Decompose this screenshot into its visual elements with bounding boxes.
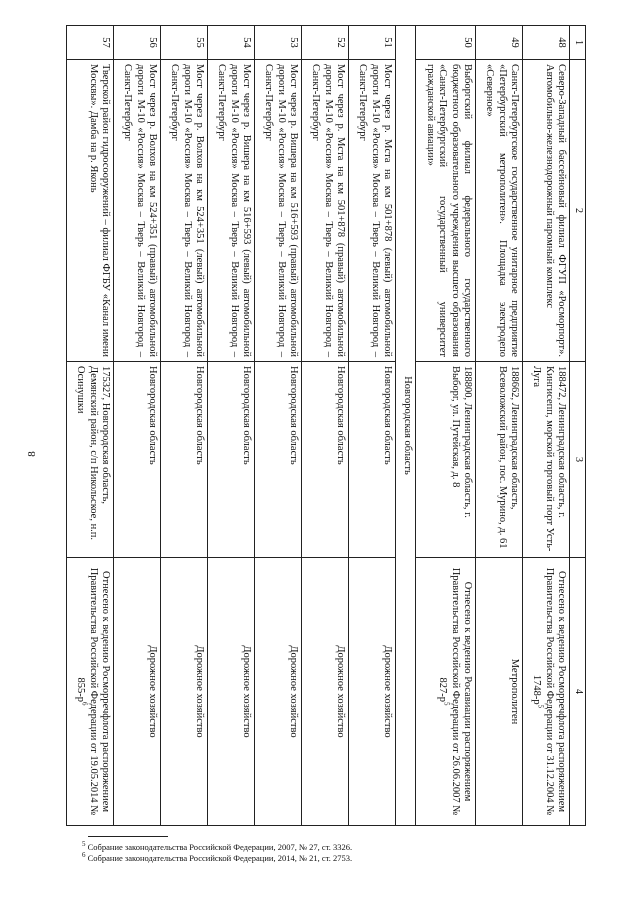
facility-address-cell — [208, 362, 255, 558]
row-number: 56 — [147, 37, 159, 48]
facility-name-cell — [302, 60, 349, 362]
row-number-cell — [67, 26, 114, 60]
footnote-mark: 5 — [82, 840, 86, 849]
facility-name-cell — [208, 60, 255, 362]
facility-address-cell — [415, 362, 476, 558]
facility-note-cell — [208, 558, 255, 826]
footnote-text: Собрание законодательства Российской Федерации, 2007, № 27, ст. 3326. — [87, 842, 353, 852]
facility-note-cell — [476, 558, 523, 826]
col-header-3: 3 — [570, 362, 586, 558]
facility-note: Дорожное хозяйство — [194, 645, 206, 738]
row-number-cell — [208, 26, 255, 60]
row-number: 50 — [462, 37, 474, 48]
facilities-table — [66, 25, 586, 826]
table-row — [208, 26, 255, 826]
facility-address-cell — [161, 362, 208, 558]
facility-name: Мост через р. Мста на км 501+878 (правый) автомобильной дороги М-10 «Россия» Москва – Тверь – Великий Новгород – Санкт-Петербург — [310, 64, 347, 357]
footnote-text: Собрание законодательства Российской Федерации, 2014, № 21, ст. 2753. — [87, 853, 353, 863]
row-number: 49 — [509, 37, 521, 48]
facility-name: Мост через р. Вишера на км 516+593 (правый) автомобильной дороги М-10 «Россия» Москва – Тверь – Великий Новгород – Санкт-Петербург — [263, 64, 300, 357]
facility-address-cell — [302, 362, 349, 558]
facility-address-cell — [476, 362, 523, 558]
row-number: 51 — [382, 37, 394, 48]
facility-note: Отнесено к ведению Росморречфлота распоряжением Правительства Российской Федерации от 19.05.2014 № 855-р — [75, 567, 112, 816]
facility-name: Мост через р. Волхов на км 524+351 (правый) автомобильной дороги М-10 «Россия» Москва – Тверь – Великий Новгород – Санкт-Петербург — [122, 64, 159, 357]
facility-address-cell — [255, 362, 302, 558]
table-row — [114, 26, 161, 826]
table-row — [523, 26, 570, 826]
facility-note: Дорожное хозяйство — [288, 645, 300, 738]
facility-address: 188662, Ленинградская область, Всеволожский район, пос. Мурино, д. 61 — [496, 366, 521, 549]
facility-note: Отнесено к ведению Росавиации распоряжением Правительства Российской Федерации от 26.06.2007 № 827-р — [437, 567, 474, 816]
facility-address-cell — [67, 362, 114, 558]
facility-note: Метрополитен — [509, 658, 521, 725]
facility-note: Дорожное хозяйство — [335, 645, 347, 738]
facility-note: Дорожное хозяйство — [382, 645, 394, 738]
row-number-cell — [349, 26, 396, 60]
region-row — [396, 26, 415, 826]
facility-name-cell — [161, 60, 208, 362]
col-header-1: 1 — [570, 26, 586, 60]
facility-note-cell — [349, 558, 396, 826]
row-number: 55 — [194, 37, 206, 48]
facility-note-cell — [67, 558, 114, 826]
table-region-section — [396, 26, 415, 826]
facility-note-cell — [302, 558, 349, 826]
facility-name-cell — [523, 60, 570, 362]
facility-address: Новгородская область — [241, 366, 253, 465]
facility-address: Новгородская область — [147, 366, 159, 465]
facility-address: Новгородская область — [194, 366, 206, 465]
row-number-cell — [161, 26, 208, 60]
table-row — [255, 26, 302, 826]
row-number: 52 — [335, 37, 347, 48]
facility-address-cell — [114, 362, 161, 558]
col-header-4: 4 — [570, 558, 586, 826]
facility-address: 188472, Ленинградская область, г. Кингисепп, морской торговый порт Усть-Луга — [531, 366, 568, 552]
rotated-table-area — [66, 25, 586, 825]
row-number-cell — [523, 26, 570, 60]
facility-address-cell — [523, 362, 570, 558]
footnote — [82, 842, 602, 853]
region-title: Новгородская область — [396, 26, 415, 826]
table-header-row — [570, 26, 586, 826]
footnote-ref: 6 — [80, 702, 89, 706]
footnote-divider — [88, 836, 168, 837]
facility-note: Дорожное хозяйство — [241, 645, 253, 738]
row-number-cell — [302, 26, 349, 60]
facility-name: Санкт-Петербургское государственное унитарное предприятие «Петербургский метрополитен». Площадка электродепо «Северное» — [484, 64, 521, 357]
facility-note-cell — [161, 558, 208, 826]
facility-note: Дорожное хозяйство — [147, 645, 159, 738]
facility-name: Мост через р. Вишера на км 516+593 (левый) автомобильной дороги М-10 «Россия» Москва – Тверь – Великий Новгород – Санкт-Петербург — [216, 64, 253, 357]
row-number: 57 — [100, 37, 112, 48]
facility-address: Новгородская область — [335, 366, 347, 465]
table-row — [302, 26, 349, 826]
facility-name-cell — [476, 60, 523, 362]
facility-name-cell — [255, 60, 302, 362]
row-number-cell — [415, 26, 476, 60]
facility-note-cell — [255, 558, 302, 826]
table-body-leningrad — [415, 26, 570, 826]
row-number: 53 — [288, 37, 300, 48]
facility-name: Северо-Западный бассейновый филиал ФГУП «Росморпорт». Автомобильно-железнодорожный паромный комплекс — [544, 64, 568, 357]
facility-name-cell — [415, 60, 476, 362]
facility-name: Мост через р. Волхов на км 524+351 (левый) автомобильной дороги М-10 «Россия» Москва – Тверь – Великий Новгород – Санкт-Петербург — [169, 64, 206, 357]
facility-note-cell — [114, 558, 161, 826]
row-number-cell — [476, 26, 523, 60]
facility-address: 175327, Новгородская область, Демянский район, с/п Никольское, н.п. Осинушки — [75, 366, 112, 541]
facility-address-cell — [349, 362, 396, 558]
facility-name-cell — [67, 60, 114, 362]
facility-address: 188800, Ленинградская область, г. Выборг, ул. Путейская, д. 8 — [449, 366, 474, 518]
row-number: 48 — [556, 37, 568, 48]
facility-name-cell — [114, 60, 161, 362]
table-row — [161, 26, 208, 826]
facility-address: Новгородская область — [288, 366, 300, 465]
footnote-ref: 5 — [537, 704, 545, 709]
row-number-cell — [255, 26, 302, 60]
footnotes — [82, 842, 602, 864]
facility-name-cell — [349, 60, 396, 362]
table-row — [415, 26, 476, 826]
table-body-novgorod — [67, 26, 396, 826]
footnote — [82, 853, 602, 864]
table-row — [67, 26, 114, 826]
facility-note: Отнесено к ведению Росморречфлота распоряжением Правительства Российской Федерации от 31.12.2004 № 1748-р — [531, 567, 568, 816]
facility-name: Мост через р. Мста на км 501+878 (левый) автомобильной дороги М-10 «Россия» Москва – Тверь – Великий Новгород – Санкт-Петербург — [357, 64, 394, 357]
facility-name: Выборгский филиал федерального государственного бюджетного образовательного учреждения высшего образования «Санкт-Петербургский государственный университет гражданской авиации» — [424, 64, 474, 357]
page-number: 8 — [26, 451, 38, 457]
row-number: 54 — [241, 37, 253, 48]
col-header-2: 2 — [570, 60, 586, 362]
footnote-mark: 6 — [82, 851, 86, 860]
facility-note-cell — [523, 558, 570, 826]
facility-note-cell — [415, 558, 476, 826]
row-number-cell — [114, 26, 161, 60]
footnote-ref: 5 — [442, 702, 451, 706]
facility-name: Тверской район гидросооружений – филиал ФГБУ «Канал имени Москвы». Дамба на р. Яконь — [87, 64, 112, 357]
facility-address: Новгородская область — [382, 366, 394, 465]
table-row — [476, 26, 523, 826]
table-row — [349, 26, 396, 826]
